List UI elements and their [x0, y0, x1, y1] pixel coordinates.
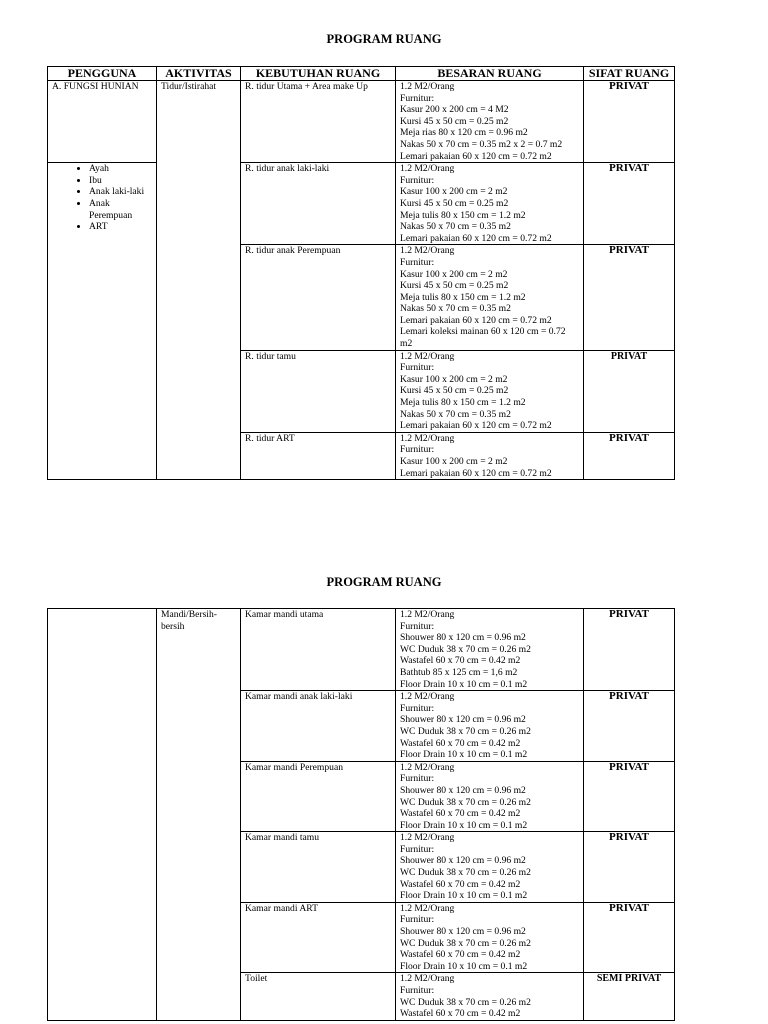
pengguna-list — [52, 163, 152, 233]
besaran-line: Lemari pakaian 60 x 120 cm = 0.72 m2 — [400, 314, 552, 326]
besaran-line: Floor Drain 10 x 10 cm = 0.1 m2 — [400, 749, 528, 761]
list-item: • ART — [89, 221, 152, 233]
besaran-line: Wastafel 60 x 70 cm = 0.42 m2 — [400, 737, 521, 749]
kebutuhan-ruang-cell: Kamar mandi tamu — [241, 832, 396, 903]
besaran-line: 1.2 M2/Orang — [400, 245, 455, 257]
besaran-line: Furnitur: — [400, 985, 435, 996]
besaran-line: Wastafel 60 x 70 cm = 0.42 m2 — [400, 808, 521, 820]
besaran-line: Wastafel 60 x 70 cm = 0.42 m2 — [400, 1008, 521, 1020]
besaran-line: 1.2 M2/Orang — [400, 609, 455, 620]
sifat-ruang-cell: PRIVAT — [584, 245, 675, 350]
besaran-line: 1.2 M2/Orang — [400, 81, 455, 92]
besaran-line: Furnitur: — [400, 773, 435, 785]
sifat-ruang-cell: PRIVAT — [584, 81, 675, 163]
besaran-ruang-cell — [396, 691, 584, 762]
besaran-line: Lemari pakaian 60 x 120 cm = 0.72 m2 — [400, 467, 552, 479]
besaran-line: Wastafel 60 x 70 cm = 0.42 m2 — [400, 655, 521, 667]
besaran-line: Furnitur: — [400, 92, 435, 104]
besaran-line: Furnitur: — [400, 174, 435, 186]
sifat-ruang-cell: PRIVAT — [584, 432, 675, 479]
besaran-ruang-cell — [396, 832, 584, 903]
besaran-line: Lemari pakaian 60 x 120 cm = 0.72 m2 — [400, 420, 552, 432]
besaran-ruang-cell — [396, 350, 584, 432]
besaran-line: 1.2 M2/Orang — [400, 350, 455, 362]
besaran-line: Lemari pakaian 60 x 120 cm = 0.72 m2 — [400, 232, 552, 244]
aktivitas-text: Mandi/Bersih-bersih — [161, 609, 217, 632]
list-item: • Anak laki-laki — [89, 186, 152, 198]
besaran-ruang-cell — [396, 163, 584, 245]
besaran-line: Furnitur: — [400, 914, 435, 926]
list-item: • Anak Perempuan — [89, 198, 152, 221]
sifat-ruang-cell: PRIVAT — [584, 609, 675, 691]
sifat-ruang-cell: PRIVAT — [584, 691, 675, 762]
pengguna-cell — [48, 609, 157, 1021]
besaran-line: Wastafel 60 x 70 cm = 0.42 m2 — [400, 878, 521, 890]
besaran-line: Meja tulis 80 x 150 cm = 1.2 m2 — [400, 209, 526, 221]
program-ruang-table-2 — [47, 608, 675, 1021]
sifat-ruang-cell: PRIVAT — [584, 761, 675, 832]
kebutuhan-ruang-cell: R. tidur anak Perempuan — [241, 245, 396, 350]
besaran-line: Furnitur: — [400, 256, 435, 268]
kebutuhan-ruang-cell: Kamar mandi utama — [241, 609, 396, 691]
besaran-line: Kursi 45 x 50 cm = 0.25 m2 — [400, 197, 509, 209]
aktivitas-cell: Tidur/Istirahat — [157, 81, 241, 480]
besaran-line: Bathtub 85 x 125 cm = 1,6 m2 — [400, 666, 518, 678]
sifat-ruang-cell: SEMI PRIVAT — [584, 973, 675, 1020]
list-item: • Ibu — [89, 175, 152, 187]
besaran-line: Shouwer 80 x 120 cm = 0.96 m2 — [400, 855, 526, 867]
besaran-line: Meja rias 80 x 120 cm = 0.96 m2 — [400, 127, 528, 139]
besaran-line: Furnitur: — [400, 620, 435, 632]
besaran-line: 1.2 M2/Orang — [400, 691, 455, 703]
besaran-line: Shouwer 80 x 120 cm = 0.96 m2 — [400, 632, 526, 644]
besaran-line: 1.2 M2/Orang — [400, 432, 455, 444]
aktivitas-cell — [157, 609, 241, 1021]
besaran-line: 1.2 M2/Orang — [400, 973, 455, 985]
program-ruang-table-1 — [47, 66, 675, 480]
besaran-line: Meja tulis 80 x 150 cm = 1.2 m2 — [400, 397, 526, 409]
sifat-ruang-cell: PRIVAT — [584, 163, 675, 245]
besaran-line: Nakas 50 x 70 cm = 0.35 m2 — [400, 408, 511, 420]
besaran-line: Shouwer 80 x 120 cm = 0.96 m2 — [400, 926, 526, 938]
page-title: PROGRAM RUANG — [326, 32, 442, 46]
page-title: PROGRAM RUANG — [326, 575, 442, 589]
besaran-line: Nakas 50 x 70 cm = 0.35 m2 x 2 = 0.7 m2 — [400, 138, 563, 150]
besaran-line: 1.2 M2/Orang — [400, 163, 455, 175]
header-kebutuhan-ruang: KEBUTUHAN RUANG — [241, 67, 396, 81]
besaran-ruang-cell — [396, 609, 584, 691]
kebutuhan-ruang-cell: R. tidur ART — [241, 432, 396, 479]
sifat-ruang-cell: PRIVAT — [584, 902, 675, 973]
besaran-line: WC Duduk 38 x 70 cm = 0.26 m2 — [400, 643, 531, 655]
besaran-line: 1.2 M2/Orang — [400, 902, 455, 914]
besaran-line: Meja tulis 80 x 150 cm = 1.2 m2 — [400, 291, 526, 303]
besaran-line: Furnitur: — [400, 444, 435, 456]
besaran-ruang-cell — [396, 81, 584, 163]
header-besaran-ruang: BESARAN RUANG — [396, 67, 584, 81]
besaran-line: 1.2 M2/Orang — [400, 832, 455, 844]
fungsi-hunian-cell: A. FUNGSI HUNIAN — [48, 81, 157, 163]
besaran-line: WC Duduk 38 x 70 cm = 0.26 m2 — [400, 937, 531, 949]
besaran-line: Floor Drain 10 x 10 cm = 0.1 m2 — [400, 819, 528, 831]
kebutuhan-ruang-cell: R. tidur anak laki-laki — [241, 163, 396, 245]
besaran-line: Nakas 50 x 70 cm = 0.35 m2 — [400, 221, 511, 233]
besaran-ruang-cell — [396, 902, 584, 973]
besaran-line: Lemari koleksi mainan 60 x 120 cm = 0.72 m2 — [400, 326, 566, 350]
kebutuhan-ruang-cell: R. tidur tamu — [241, 350, 396, 432]
kebutuhan-ruang-cell: Kamar mandi Perempuan — [241, 761, 396, 832]
besaran-line: Kasur 100 x 200 cm = 2 m2 — [400, 186, 508, 198]
besaran-line: Furnitur: — [400, 362, 435, 374]
besaran-line: 1.2 M2/Orang — [400, 761, 455, 773]
header-pengguna: PENGGUNA — [48, 67, 157, 81]
besaran-line: WC Duduk 38 x 70 cm = 0.26 m2 — [400, 725, 531, 737]
besaran-line: Furnitur: — [400, 843, 435, 855]
besaran-line: Shouwer 80 x 120 cm = 0.96 m2 — [400, 714, 526, 726]
kebutuhan-ruang-cell: Kamar mandi anak laki-laki — [241, 691, 396, 762]
besaran-line: Floor Drain 10 x 10 cm = 0.1 m2 — [400, 960, 528, 972]
kebutuhan-ruang-cell: Toilet — [241, 973, 396, 1020]
sifat-ruang-cell: PRIVAT — [584, 832, 675, 903]
besaran-line: Kursi 45 x 50 cm = 0.25 m2 — [400, 115, 509, 127]
kebutuhan-ruang-cell: R. tidur Utama + Area make Up — [241, 81, 396, 163]
header-aktivitas: AKTIVITAS — [157, 67, 241, 81]
besaran-ruang-cell — [396, 245, 584, 350]
besaran-line: Kasur 100 x 200 cm = 2 m2 — [400, 456, 508, 467]
besaran-line: Kasur 100 x 200 cm = 2 m2 — [400, 373, 508, 385]
besaran-ruang-cell — [396, 432, 584, 479]
besaran-line: Floor Drain 10 x 10 cm = 0.1 m2 — [400, 678, 528, 690]
besaran-line: Furnitur: — [400, 702, 435, 714]
besaran-line: Kasur 100 x 200 cm = 2 m2 — [400, 268, 508, 280]
list-item: • Ayah — [89, 163, 152, 175]
besaran-line: Wastafel 60 x 70 cm = 0.42 m2 — [400, 949, 521, 961]
sifat-ruang-cell: PRIVAT — [584, 350, 675, 432]
besaran-line: WC Duduk 38 x 70 cm = 0.26 m2 — [400, 796, 531, 808]
kebutuhan-ruang-cell: Kamar mandi ART — [241, 902, 396, 973]
besaran-line: Nakas 50 x 70 cm = 0.35 m2 — [400, 303, 511, 315]
besaran-ruang-cell — [396, 761, 584, 832]
besaran-line: Shouwer 80 x 120 cm = 0.96 m2 — [400, 784, 526, 796]
besaran-ruang-cell — [396, 973, 584, 1020]
besaran-line: WC Duduk 38 x 70 cm = 0.26 m2 — [400, 996, 531, 1008]
header-sifat-ruang: SIFAT RUANG — [584, 67, 675, 81]
besaran-line: WC Duduk 38 x 70 cm = 0.26 m2 — [400, 867, 531, 879]
pengguna-list-cell — [48, 163, 157, 480]
besaran-line: Floor Drain 10 x 10 cm = 0.1 m2 — [400, 890, 528, 902]
besaran-line: Lemari pakaian 60 x 120 cm = 0.72 m2 — [400, 150, 552, 162]
besaran-line: Kasur 200 x 200 cm = 4 M2 — [400, 104, 509, 116]
besaran-line: Kursi 45 x 50 cm = 0.25 m2 — [400, 385, 509, 397]
besaran-line: Kursi 45 x 50 cm = 0.25 m2 — [400, 280, 509, 292]
